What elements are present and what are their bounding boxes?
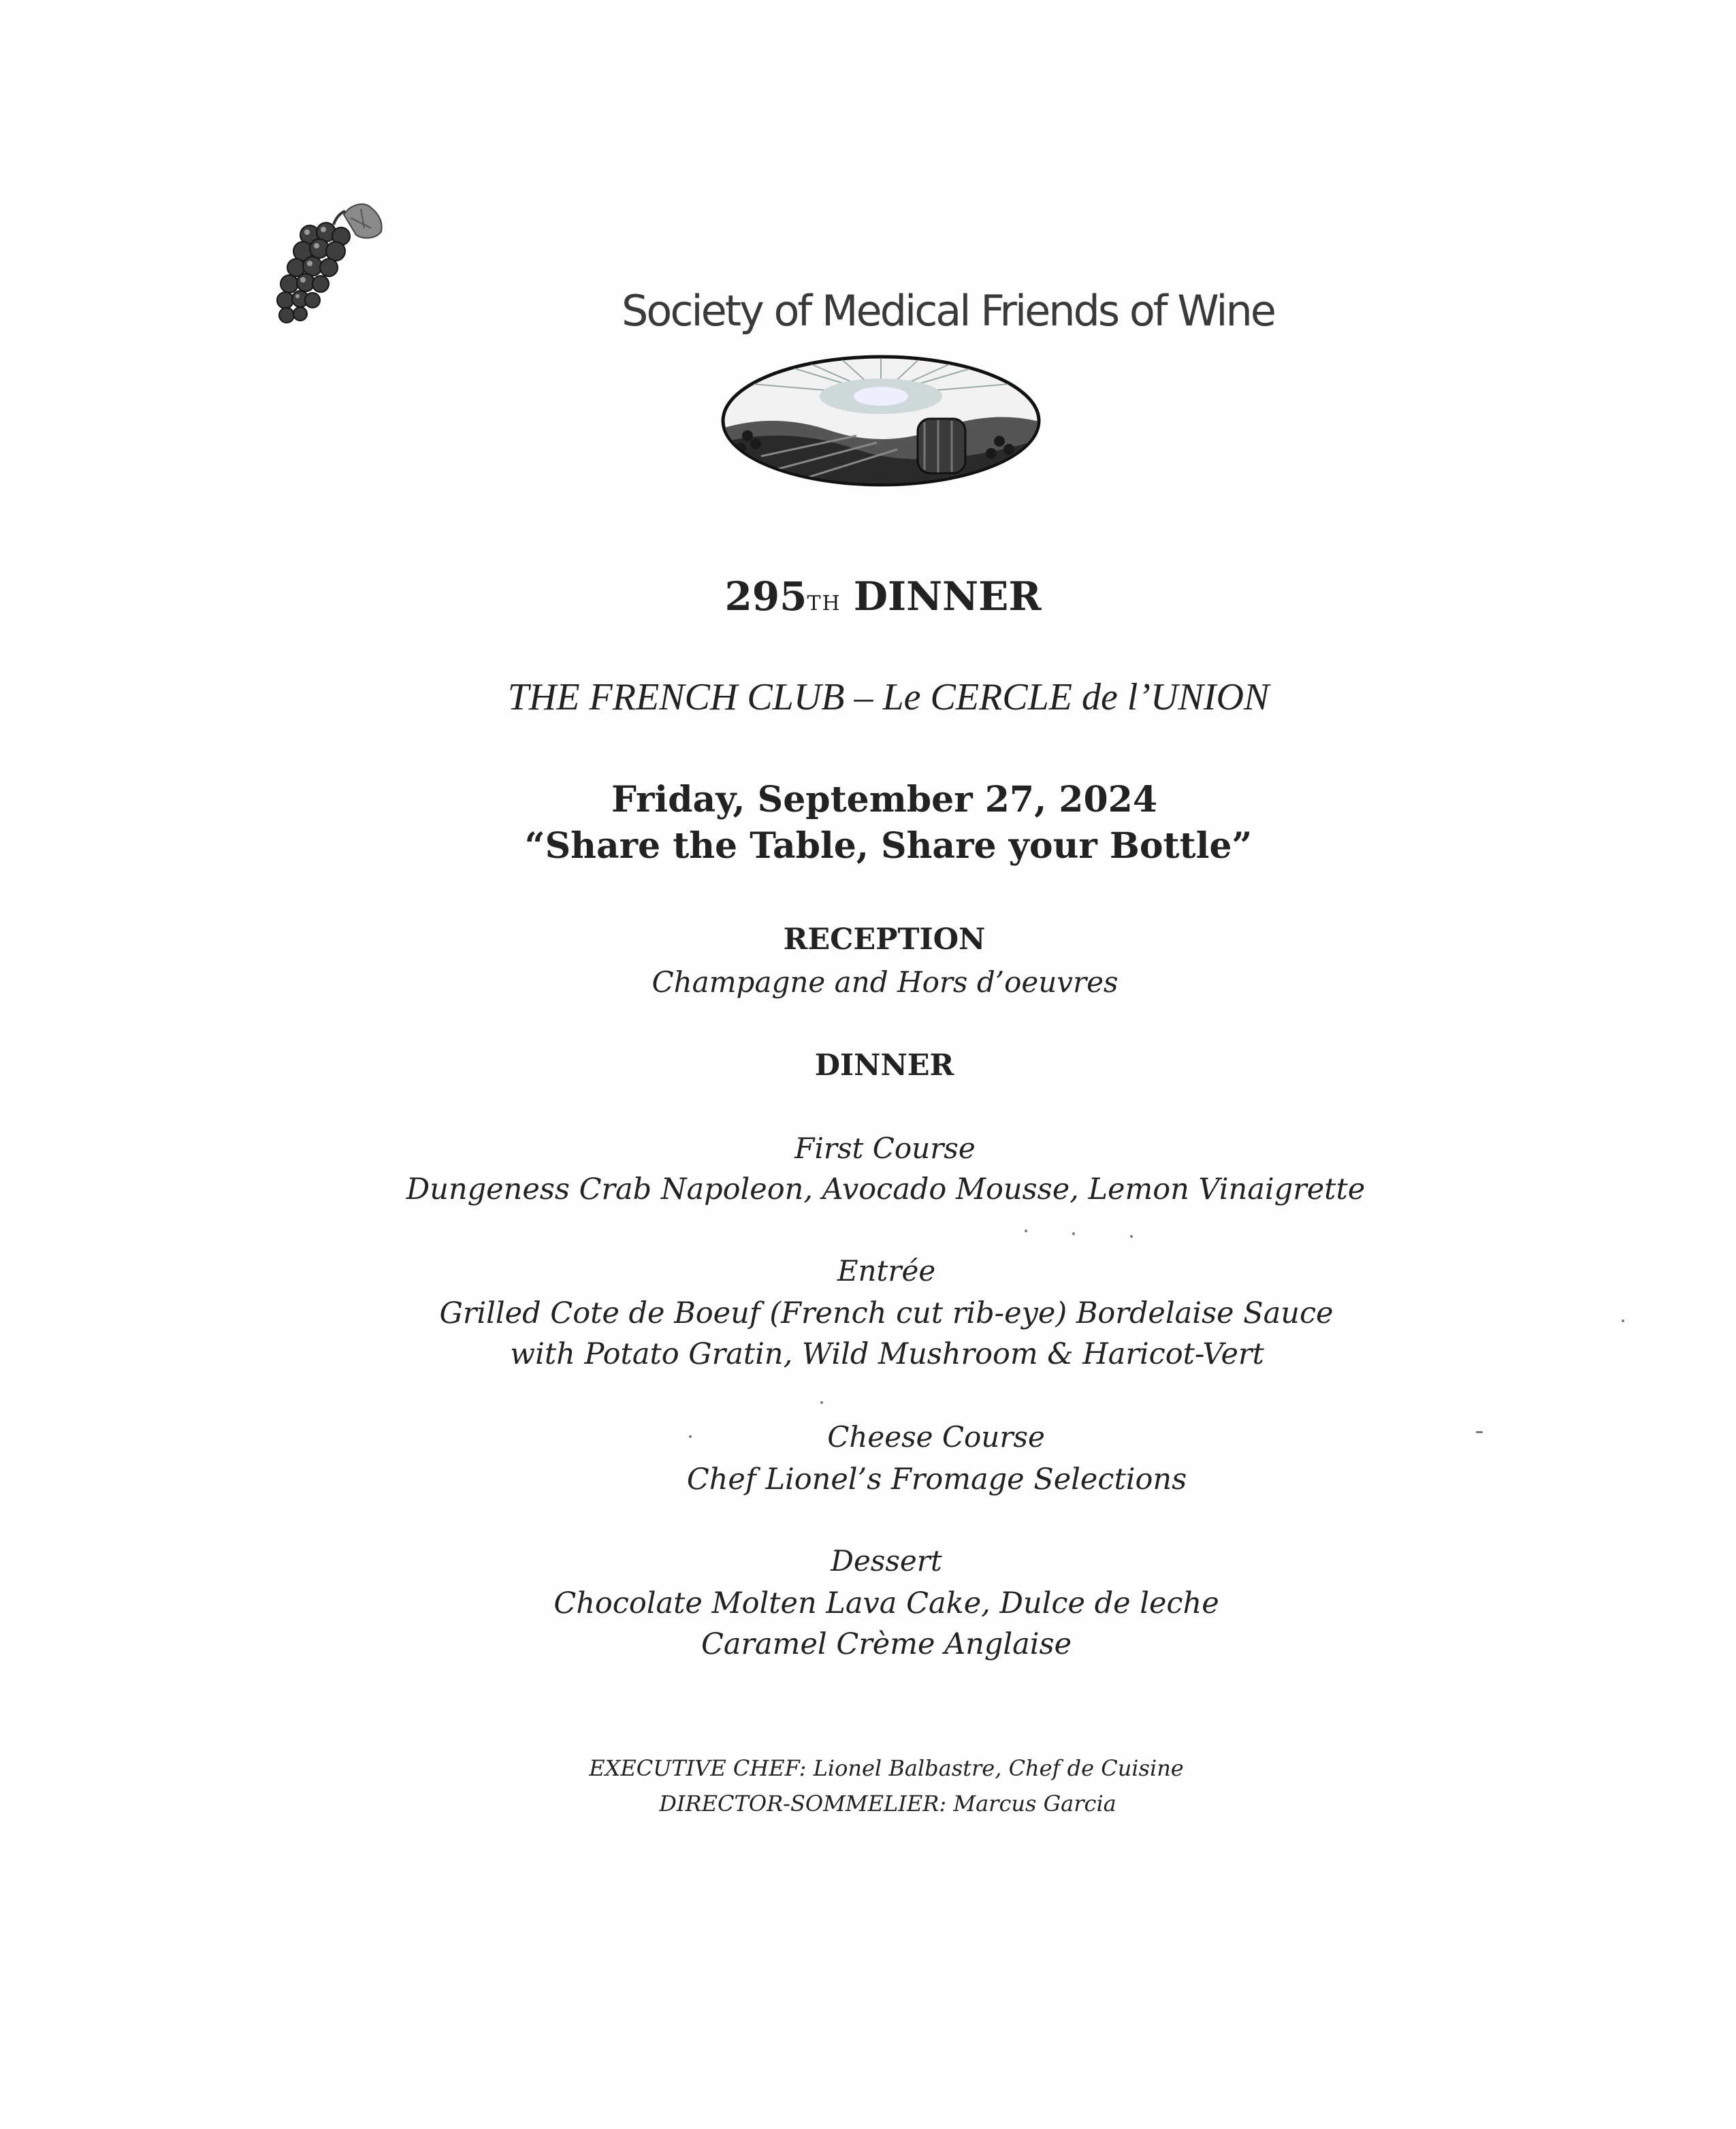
venue-name: THE FRENCH CLUB – Le CERCLE de l’UNION [507, 676, 1270, 718]
course-line: Dungeness Crab Napoleon, Avocado Mousse, Lemon Vinaigrette [406, 1172, 1366, 1206]
dinner-number-suffix: TH [807, 592, 841, 615]
scan-speck [689, 1435, 692, 1438]
sommelier-credit: DIRECTOR-SOMMELIER: Marcus Garcia [659, 1791, 1116, 1816]
scan-speck [1025, 1230, 1027, 1232]
vineyard-emblem-icon [720, 354, 1042, 487]
course-line: Caramel Crème Anglaise [701, 1627, 1072, 1661]
scan-speck [1072, 1232, 1075, 1235]
course-heading: Dessert [831, 1544, 942, 1578]
course-heading: Cheese Course [827, 1420, 1045, 1454]
executive-chef-credit: EXECUTIVE CHEF: Lionel Balbastre, Chef de Cuisine [589, 1755, 1184, 1781]
dinner-number-title [0, 573, 1736, 620]
event-date: Friday, September 27, 2024 [611, 779, 1157, 820]
reception-text: Champagne and Hors d’oeuvres [652, 965, 1119, 999]
event-theme: “Share the Table, Share your Bottle” [524, 825, 1253, 867]
course-heading: Entrée [837, 1254, 936, 1287]
course-line: with Potato Gratin, Wild Mushroom & Haricot-Vert [510, 1337, 1264, 1371]
dinner-number: 295 [724, 573, 807, 620]
scan-speck [1130, 1235, 1133, 1238]
reception-heading: RECEPTION [783, 923, 986, 957]
scan-speck [1476, 1431, 1483, 1433]
dinner-word: DINNER [853, 573, 1042, 620]
dinner-heading: DINNER [814, 1049, 954, 1083]
course-line: Grilled Cote de Boeuf (French cut rib-eye) Bordelaise Sauce [439, 1296, 1334, 1330]
scan-speck [1622, 1319, 1624, 1322]
scan-speck [820, 1401, 823, 1404]
course-line: Chef Lionel’s Fromage Selections [686, 1462, 1187, 1496]
course-heading: First Course [794, 1132, 976, 1165]
course-line: Chocolate Molten Lava Cake, Dulce de leche [553, 1586, 1219, 1620]
organization-name: Society of Medical Friends of Wine [622, 286, 1274, 336]
